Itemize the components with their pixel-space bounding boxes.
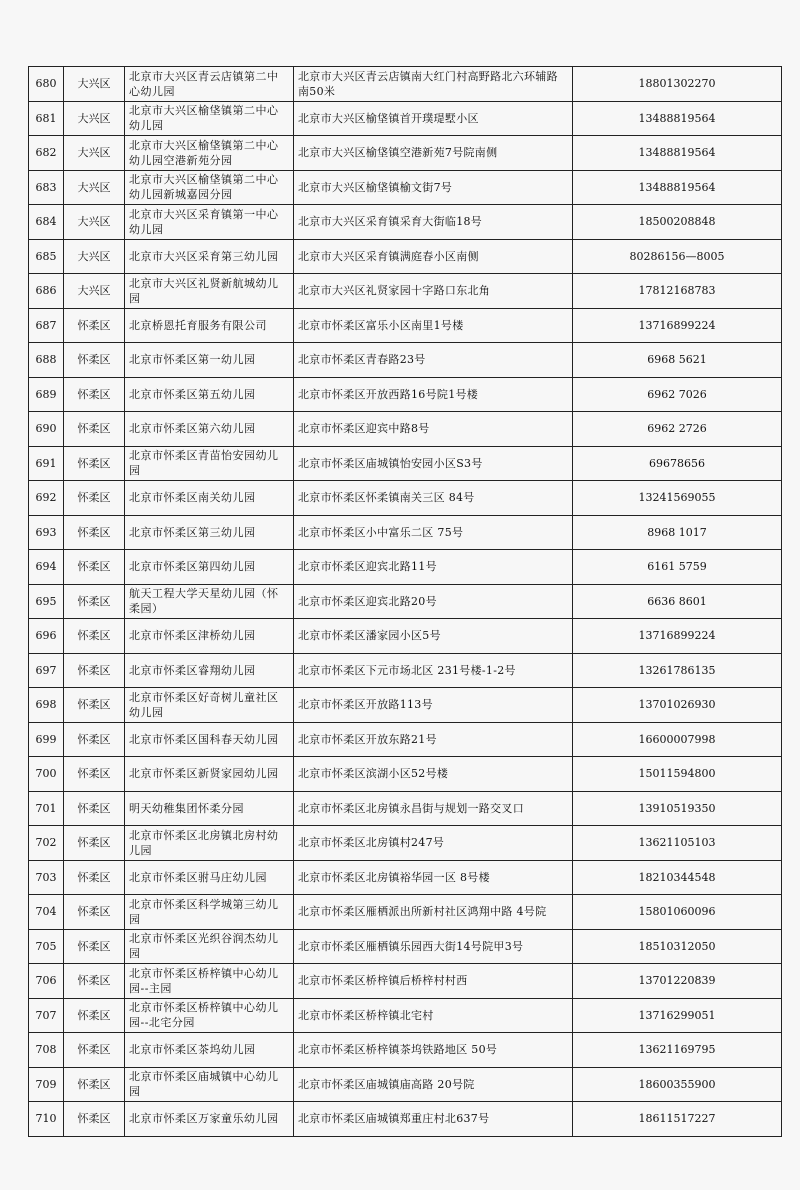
phone-cell: 13621105103 [573,826,782,861]
address-cell: 北京市怀柔区桥梓镇茶坞铁路地区 50号 [294,1033,573,1068]
district-cell: 怀柔区 [64,826,125,861]
kindergarten-name-cell: 北京市怀柔区光织谷润杰幼儿园 [125,929,294,964]
address-cell: 北京市大兴区青云店镇南大红门村高野路北六环辅路南50米 [294,67,573,102]
row-number: 684 [29,205,64,240]
district-cell: 怀柔区 [64,619,125,654]
address-cell: 北京市怀柔区开放路113号 [294,688,573,723]
table-row [29,239,782,274]
row-number: 686 [29,274,64,309]
table-row [29,308,782,343]
district-cell: 怀柔区 [64,964,125,999]
table-row [29,688,782,723]
kindergarten-name-cell: 北京市怀柔区第一幼儿园 [125,343,294,378]
row-number: 698 [29,688,64,723]
district-cell: 怀柔区 [64,929,125,964]
row-number: 693 [29,515,64,550]
row-number: 700 [29,757,64,792]
table-row [29,67,782,102]
address-cell: 北京市怀柔区开放西路16号院1号楼 [294,377,573,412]
kindergarten-name-cell: 北京桥恩托育服务有限公司 [125,308,294,343]
phone-cell: 13488819564 [573,101,782,136]
phone-cell: 17812168783 [573,274,782,309]
kindergarten-name-cell: 北京市大兴区采育第三幼儿园 [125,239,294,274]
kindergarten-name-cell: 北京市大兴区青云店镇第二中心幼儿园 [125,67,294,102]
district-cell: 怀柔区 [64,1067,125,1102]
table-row [29,101,782,136]
address-cell: 北京市怀柔区北房镇永昌街与规划一路交叉口 [294,791,573,826]
table-row [29,653,782,688]
phone-cell: 13241569055 [573,481,782,516]
kindergarten-name-cell: 北京市怀柔区科学城第三幼儿园 [125,895,294,930]
row-number: 701 [29,791,64,826]
phone-cell: 6636 8601 [573,584,782,619]
phone-cell: 13701220839 [573,964,782,999]
row-number: 689 [29,377,64,412]
kindergarten-name-cell: 北京市怀柔区新贤家园幼儿园 [125,757,294,792]
kindergarten-name-cell: 北京市怀柔区桥梓镇中心幼儿园--北宅分园 [125,998,294,1033]
phone-cell: 13261786135 [573,653,782,688]
kindergarten-name-cell: 北京市大兴区榆垡镇第二中心幼儿园新城嘉园分园 [125,170,294,205]
phone-cell: 6161 5759 [573,550,782,585]
kindergarten-name-cell: 北京市怀柔区国科春天幼儿园 [125,722,294,757]
table-row [29,998,782,1033]
kindergarten-name-cell: 北京市大兴区榆垡镇第二中心幼儿园空港新苑分园 [125,136,294,171]
table-row [29,274,782,309]
district-cell: 大兴区 [64,239,125,274]
district-cell: 怀柔区 [64,1033,125,1068]
phone-cell: 13910519350 [573,791,782,826]
table-row [29,1033,782,1068]
table-row [29,791,782,826]
row-number: 691 [29,446,64,481]
table-row [29,343,782,378]
table-row [29,515,782,550]
address-cell: 北京市怀柔区下元市场北区 231号楼-1-2号 [294,653,573,688]
phone-cell: 13701026930 [573,688,782,723]
kindergarten-name-cell: 北京市怀柔区庙城镇中心幼儿园 [125,1067,294,1102]
row-number: 682 [29,136,64,171]
row-number: 696 [29,619,64,654]
table-body [29,67,782,1137]
address-cell: 北京市怀柔区桥梓镇北宅村 [294,998,573,1033]
address-cell: 北京市大兴区采育镇满庭春小区南侧 [294,239,573,274]
row-number: 702 [29,826,64,861]
district-cell: 大兴区 [64,101,125,136]
row-number: 694 [29,550,64,585]
table-row [29,619,782,654]
address-cell: 北京市大兴区礼贤家园十字路口东北角 [294,274,573,309]
phone-cell: 18510312050 [573,929,782,964]
row-number: 707 [29,998,64,1033]
phone-cell: 18801302270 [573,67,782,102]
table-row [29,929,782,964]
kindergarten-name-cell: 北京市怀柔区津桥幼儿园 [125,619,294,654]
district-cell: 怀柔区 [64,791,125,826]
phone-cell: 6968 5621 [573,343,782,378]
district-cell: 怀柔区 [64,446,125,481]
address-cell: 北京市怀柔区北房镇裕华园一区 8号楼 [294,860,573,895]
table-row [29,170,782,205]
kindergarten-name-cell: 北京市怀柔区青苗怡安园幼儿园 [125,446,294,481]
kindergarten-name-cell: 北京市怀柔区好奇树儿童社区幼儿园 [125,688,294,723]
row-number: 708 [29,1033,64,1068]
kindergarten-name-cell: 北京市怀柔区桥梓镇中心幼儿园--主园 [125,964,294,999]
kindergarten-table [28,66,782,1137]
phone-cell: 6962 2726 [573,412,782,447]
table-row [29,550,782,585]
table-row [29,757,782,792]
district-cell: 怀柔区 [64,515,125,550]
phone-cell: 13621169795 [573,1033,782,1068]
phone-cell: 18210344548 [573,860,782,895]
address-cell: 北京市怀柔区庙城镇庙高路 20号院 [294,1067,573,1102]
kindergarten-name-cell: 北京市大兴区礼贤新航城幼儿园 [125,274,294,309]
kindergarten-name-cell: 北京市怀柔区睿翔幼儿园 [125,653,294,688]
address-cell: 北京市怀柔区小中富乐二区 75号 [294,515,573,550]
row-number: 690 [29,412,64,447]
address-cell: 北京市怀柔区庙城镇郑重庄村北637号 [294,1102,573,1137]
row-number: 704 [29,895,64,930]
kindergarten-name-cell: 北京市怀柔区第三幼儿园 [125,515,294,550]
phone-cell: 18600355900 [573,1067,782,1102]
address-cell: 北京市怀柔区北房镇村247号 [294,826,573,861]
address-cell: 北京市怀柔区迎宾中路8号 [294,412,573,447]
district-cell: 怀柔区 [64,688,125,723]
phone-cell: 13488819564 [573,170,782,205]
district-cell: 怀柔区 [64,757,125,792]
address-cell: 北京市怀柔区潘家园小区5号 [294,619,573,654]
row-number: 695 [29,584,64,619]
district-cell: 怀柔区 [64,653,125,688]
table-row [29,584,782,619]
phone-cell: 13716899224 [573,308,782,343]
address-cell: 北京市怀柔区雁栖镇乐园西大街14号院甲3号 [294,929,573,964]
address-cell: 北京市怀柔区富乐小区南里1号楼 [294,308,573,343]
row-number: 699 [29,722,64,757]
kindergarten-name-cell: 北京市怀柔区第五幼儿园 [125,377,294,412]
kindergarten-name-cell: 北京市怀柔区第六幼儿园 [125,412,294,447]
row-number: 706 [29,964,64,999]
district-cell: 怀柔区 [64,1102,125,1137]
district-cell: 怀柔区 [64,343,125,378]
row-number: 681 [29,101,64,136]
district-cell: 大兴区 [64,274,125,309]
phone-cell: 80286156—8005 [573,239,782,274]
district-cell: 大兴区 [64,205,125,240]
address-cell: 北京市大兴区榆垡镇空港新苑7号院南侧 [294,136,573,171]
table-row [29,1102,782,1137]
address-cell: 北京市怀柔区迎宾北路20号 [294,584,573,619]
kindergarten-name-cell: 北京市怀柔区南关幼儿园 [125,481,294,516]
kindergarten-name-cell: 北京市大兴区采育镇第一中心幼儿园 [125,205,294,240]
phone-cell: 18611517227 [573,1102,782,1137]
phone-cell: 18500208848 [573,205,782,240]
row-number: 709 [29,1067,64,1102]
phone-cell: 13716299051 [573,998,782,1033]
district-cell: 怀柔区 [64,860,125,895]
kindergarten-name-cell: 北京市怀柔区驸马庄幼儿园 [125,860,294,895]
row-number: 703 [29,860,64,895]
row-number: 680 [29,67,64,102]
address-cell: 北京市大兴区采育镇采育大街临18号 [294,205,573,240]
row-number: 692 [29,481,64,516]
district-cell: 怀柔区 [64,308,125,343]
address-cell: 北京市大兴区榆垡镇榆文街7号 [294,170,573,205]
phone-cell: 15011594800 [573,757,782,792]
district-cell: 大兴区 [64,170,125,205]
table-row [29,205,782,240]
row-number: 685 [29,239,64,274]
kindergarten-name-cell: 北京市怀柔区北房镇北房村幼儿园 [125,826,294,861]
kindergarten-name-cell: 明天幼稚集团怀柔分园 [125,791,294,826]
phone-cell: 6962 7026 [573,377,782,412]
table-row [29,377,782,412]
phone-cell: 13488819564 [573,136,782,171]
table-row [29,826,782,861]
address-cell: 北京市怀柔区庙城镇怡安园小区S3号 [294,446,573,481]
district-cell: 大兴区 [64,67,125,102]
district-cell: 怀柔区 [64,998,125,1033]
address-cell: 北京市怀柔区青春路23号 [294,343,573,378]
table-row [29,895,782,930]
kindergarten-name-cell: 北京市怀柔区第四幼儿园 [125,550,294,585]
district-cell: 怀柔区 [64,895,125,930]
row-number: 683 [29,170,64,205]
address-cell: 北京市怀柔区怀柔镇南关三区 84号 [294,481,573,516]
row-number: 697 [29,653,64,688]
table-row [29,136,782,171]
address-cell: 北京市怀柔区桥梓镇后桥梓村村西 [294,964,573,999]
phone-cell: 16600007998 [573,722,782,757]
kindergarten-name-cell: 北京市大兴区榆垡镇第二中心幼儿园 [125,101,294,136]
district-cell: 怀柔区 [64,722,125,757]
district-cell: 怀柔区 [64,584,125,619]
district-cell: 怀柔区 [64,412,125,447]
district-cell: 怀柔区 [64,377,125,412]
kindergarten-name-cell: 航天工程大学天星幼儿园（怀柔园） [125,584,294,619]
address-cell: 北京市怀柔区滨湖小区52号楼 [294,757,573,792]
phone-cell: 69678656 [573,446,782,481]
table-row [29,964,782,999]
phone-cell: 13716899224 [573,619,782,654]
row-number: 687 [29,308,64,343]
address-cell: 北京市怀柔区开放东路21号 [294,722,573,757]
row-number: 710 [29,1102,64,1137]
table-row [29,481,782,516]
address-cell: 北京市大兴区榆垡镇首开璞瑅墅小区 [294,101,573,136]
kindergarten-name-cell: 北京市怀柔区万家童乐幼儿园 [125,1102,294,1137]
table-row [29,412,782,447]
table-row [29,860,782,895]
district-cell: 怀柔区 [64,481,125,516]
table-row [29,446,782,481]
address-cell: 北京市怀柔区雁栖派出所新村社区鸿翔中路 4号院 [294,895,573,930]
district-cell: 大兴区 [64,136,125,171]
kindergarten-name-cell: 北京市怀柔区茶坞幼儿园 [125,1033,294,1068]
phone-cell: 8968 1017 [573,515,782,550]
address-cell: 北京市怀柔区迎宾北路11号 [294,550,573,585]
phone-cell: 15801060096 [573,895,782,930]
table-row [29,722,782,757]
district-cell: 怀柔区 [64,550,125,585]
table-row [29,1067,782,1102]
row-number: 688 [29,343,64,378]
row-number: 705 [29,929,64,964]
